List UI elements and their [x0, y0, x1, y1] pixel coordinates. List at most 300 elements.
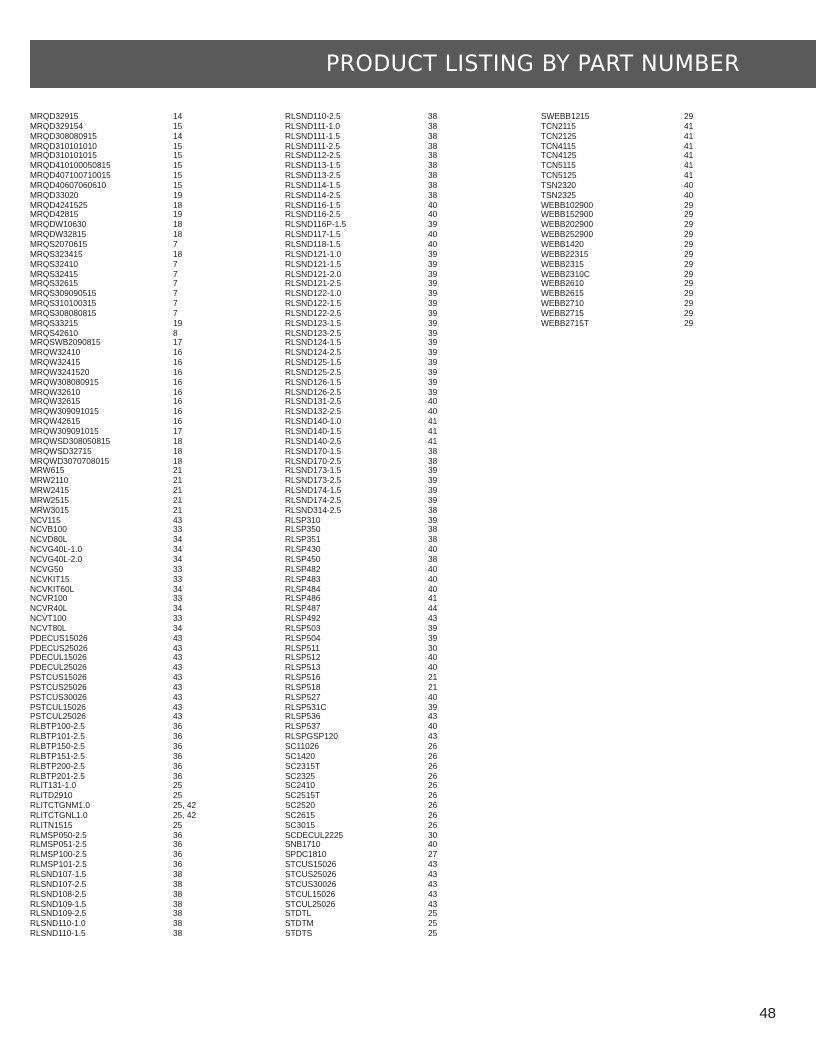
- page-reference: 33: [173, 573, 183, 584]
- page-reference: 16: [173, 357, 183, 368]
- page-reference: 34: [173, 534, 183, 545]
- page-reference: 38: [173, 878, 183, 889]
- part-number: STDTL: [285, 908, 312, 919]
- page-reference: 39: [428, 327, 438, 338]
- part-number: NCVG50: [30, 563, 64, 574]
- page-reference: 41: [428, 593, 438, 604]
- page-reference: 39: [428, 376, 438, 387]
- page-reference: 26: [428, 819, 438, 830]
- part-number: RLSPGSP120: [285, 731, 339, 742]
- part-number: TSN2320: [541, 179, 577, 190]
- page-reference: 39: [428, 622, 438, 633]
- page-reference: 29: [684, 229, 694, 240]
- part-number: RLSP512: [285, 652, 321, 663]
- part-number: MRQW309091015: [30, 426, 99, 436]
- page-reference: 21: [173, 485, 183, 496]
- list-item: [285, 772, 515, 782]
- part-number: RLSP430: [285, 544, 321, 555]
- page-reference: 38: [173, 888, 183, 899]
- part-number: RLSP537: [285, 721, 321, 732]
- part-number: RLSP527: [285, 691, 321, 702]
- page-reference: 25: [428, 928, 438, 939]
- page-reference: 36: [173, 770, 183, 781]
- page-reference: 26: [428, 780, 438, 791]
- page-reference: 38: [173, 898, 183, 909]
- part-number: PSTCUS30026: [30, 691, 87, 702]
- page-reference: 39: [428, 386, 438, 397]
- page-reference: 16: [173, 396, 183, 407]
- page-reference: 36: [173, 721, 183, 732]
- page-reference: 41: [684, 130, 694, 141]
- page-reference: 34: [173, 603, 183, 614]
- part-number: SC2410: [285, 780, 315, 791]
- part-number: NCVR100: [30, 593, 68, 604]
- page-reference: 43: [428, 731, 438, 742]
- part-number: RLSND173-2.5: [285, 475, 342, 486]
- part-number: RLSND109-1.5: [30, 898, 87, 909]
- part-number: RLSP351: [285, 534, 321, 545]
- part-number: RLSP450: [285, 553, 321, 564]
- part-number: SC1420: [285, 750, 315, 761]
- part-number: SC2520: [285, 800, 315, 811]
- page-reference: 19: [173, 189, 183, 200]
- part-number: MRQD329154: [30, 120, 84, 131]
- part-number: TCN5115: [541, 160, 576, 171]
- part-number: MRQWSD32715: [30, 445, 92, 456]
- part-number: SC2325: [285, 770, 315, 781]
- page-reference: 41: [684, 140, 694, 151]
- page-reference: 39: [428, 465, 438, 476]
- page-reference: 29: [684, 238, 694, 249]
- part-number: MRQS32415: [30, 268, 78, 279]
- page-reference: 16: [173, 406, 183, 417]
- list-item: [30, 929, 260, 939]
- part-number: SCDECUL2225: [285, 829, 344, 840]
- page-reference: 38: [428, 130, 438, 141]
- part-number: SC3015: [285, 819, 315, 830]
- page-reference: 43: [428, 878, 438, 889]
- part-number: MRQWSD308050815: [30, 435, 111, 446]
- part-number: RLITN1515: [30, 819, 73, 830]
- part-number: WEBB1420: [541, 238, 584, 249]
- list-item: [285, 762, 515, 772]
- part-number: RLSND121-2.0: [285, 268, 342, 279]
- part-number: RLSND114-2.5: [285, 189, 341, 200]
- page-reference: 15: [173, 140, 183, 151]
- part-number: MRQD32915: [30, 111, 79, 121]
- page-reference: 39: [428, 366, 438, 377]
- page-reference: 36: [173, 849, 183, 860]
- page-reference: 40: [428, 396, 438, 407]
- list-item: [30, 457, 260, 467]
- part-number: RLSND121-2.5: [285, 278, 342, 289]
- page-reference: 40: [428, 238, 438, 249]
- part-number: WEBB102900: [541, 199, 594, 210]
- part-number: MRQS309090515: [30, 288, 97, 299]
- page-reference: 30: [428, 829, 438, 840]
- page-reference: 38: [428, 160, 438, 171]
- page-reference: 43: [173, 672, 183, 683]
- page-reference: 21: [173, 504, 183, 515]
- page-reference: 38: [428, 445, 438, 456]
- part-number: TSN2325: [541, 189, 577, 200]
- part-number: WEBB2615: [541, 288, 584, 299]
- part-number: RLSND116P-1.5: [285, 219, 347, 230]
- page-reference: 40: [428, 652, 438, 663]
- part-number: TCN4115: [541, 140, 576, 151]
- part-number: PDECUL25026: [30, 662, 87, 673]
- part-number: RLBTP201-2.5: [30, 770, 85, 781]
- page-reference: 43: [173, 642, 183, 653]
- list-item: [285, 919, 515, 929]
- page-reference: 26: [428, 809, 438, 820]
- part-number: RLSP504: [285, 632, 321, 643]
- part-number: MRQD310101015: [30, 150, 97, 161]
- part-number: RLSND173-1.5: [285, 465, 342, 476]
- page-reference: 19: [173, 317, 183, 328]
- part-number: RLBTP151-2.5: [30, 750, 85, 761]
- page-reference: 30: [428, 642, 438, 653]
- page-reference: 26: [428, 750, 438, 761]
- part-number: RLSND140-1.5: [285, 426, 342, 436]
- part-number: MRQSWB2090815: [30, 337, 101, 348]
- part-number: RLSND122-2.5: [285, 307, 342, 318]
- page-reference: 39: [428, 258, 438, 269]
- page-reference: 18: [173, 199, 183, 210]
- part-number: MRQS323415: [30, 248, 83, 259]
- part-number: MRQD40607060610: [30, 179, 107, 190]
- part-number: RLSP492: [285, 613, 321, 624]
- part-number: TCN2115: [541, 120, 576, 131]
- part-number: STCUS25026: [285, 868, 337, 879]
- part-number: RLSND174-2.5: [285, 494, 342, 505]
- page-reference: 16: [173, 347, 183, 358]
- page-reference: 29: [684, 278, 694, 289]
- page-reference: 33: [173, 613, 183, 624]
- list-item: [285, 742, 515, 752]
- page-reference: 41: [428, 426, 438, 436]
- page-reference: 26: [428, 790, 438, 801]
- page-reference: 33: [173, 524, 183, 535]
- page-reference: 29: [684, 298, 694, 309]
- list-item: [30, 555, 260, 565]
- list-item: [541, 319, 771, 329]
- part-number: RLSND123-1.5: [285, 317, 342, 328]
- part-number: MRQD42815: [30, 209, 79, 220]
- page-reference: 40: [428, 662, 438, 673]
- part-number: RLSP531C: [285, 701, 327, 712]
- page-reference: 29: [684, 258, 694, 269]
- part-number: RLSND121-1.0: [285, 248, 342, 259]
- page-reference: 26: [428, 770, 438, 781]
- part-number: MRQS32410: [30, 258, 78, 269]
- page-reference: 34: [173, 544, 183, 555]
- part-number: RLIT131-1.0: [30, 780, 77, 791]
- part-number: RLSND116-2.5: [285, 209, 341, 220]
- part-number: MRQDW32815: [30, 229, 87, 240]
- part-number: RLSND118-1.5: [285, 238, 341, 249]
- page-reference: 38: [428, 120, 438, 131]
- part-number: NCVKIT60L: [30, 583, 75, 594]
- part-number: MRQW32410: [30, 347, 81, 358]
- part-number: MRW2110: [30, 475, 69, 486]
- page-reference: 15: [173, 179, 183, 190]
- page-reference: 38: [428, 179, 438, 190]
- page-reference: 38: [428, 140, 438, 151]
- part-number: MRQS33215: [30, 317, 78, 328]
- page-reference: 15: [173, 170, 183, 181]
- page-reference: 39: [428, 632, 438, 643]
- part-number: MRQW32415: [30, 357, 81, 368]
- page-reference: 40: [428, 839, 438, 850]
- list-item: [285, 801, 515, 811]
- page-reference: 36: [173, 731, 183, 742]
- part-number: MRQS42610: [30, 327, 78, 338]
- list-item: [285, 909, 515, 919]
- list-item: [30, 506, 260, 516]
- part-number: RLSND111-1.0: [285, 120, 341, 131]
- part-number: WEBB22315: [541, 248, 589, 259]
- page-reference: 14: [173, 111, 183, 121]
- part-number: WEBB2315: [541, 258, 584, 269]
- part-number: RLSND140-1.0: [285, 416, 342, 427]
- part-number: RLSP536: [285, 711, 321, 722]
- part-number: WEBB2715T: [541, 317, 589, 328]
- page-reference: 43: [173, 691, 183, 702]
- part-number: RLSND170-1.5: [285, 445, 342, 456]
- page-reference: 39: [428, 475, 438, 486]
- part-number: NCVT80L: [30, 622, 67, 633]
- part-number: MRQD308080915: [30, 130, 97, 141]
- page-reference: 25, 42: [173, 809, 197, 820]
- part-number: NCVKIT15: [30, 573, 70, 584]
- part-number: RLSND107-2.5: [30, 878, 87, 889]
- part-number: MRQD310101010: [30, 140, 97, 151]
- part-number: MRQD407100710015: [30, 170, 111, 181]
- part-number: RLSND170-2.5: [285, 455, 342, 466]
- part-number: WEBB202900: [541, 219, 594, 230]
- part-number: RLMSP100-2.5: [30, 849, 87, 860]
- part-number: NCVD80L: [30, 534, 68, 545]
- page-reference: 40: [428, 199, 438, 210]
- page-reference: 39: [428, 514, 438, 525]
- page-reference: 21: [428, 681, 438, 692]
- page-reference: 15: [173, 120, 183, 131]
- part-number: STDTS: [285, 928, 313, 939]
- part-number: NCVT100: [30, 613, 67, 624]
- page-reference: 43: [428, 613, 438, 624]
- part-number: WEBB2715: [541, 307, 584, 318]
- page-reference: 18: [173, 219, 183, 230]
- part-number: MRQW32615: [30, 396, 81, 407]
- page-reference: 25: [173, 790, 183, 801]
- page-reference: 40: [428, 721, 438, 732]
- part-number: RLSP482: [285, 563, 321, 574]
- part-number: RLITCTGNL1.0: [30, 809, 88, 820]
- part-number: WEBB2610: [541, 278, 584, 289]
- part-number: TCN2125: [541, 130, 577, 141]
- page-reference: 18: [173, 455, 183, 466]
- page-reference: 25: [428, 918, 438, 929]
- page-reference: 40: [428, 563, 438, 574]
- page-reference: 29: [684, 307, 694, 318]
- part-number: RLMSP051-2.5: [30, 839, 87, 850]
- page-reference: 19: [173, 209, 183, 220]
- page-title: PRODUCT LISTING BY PART NUMBER: [325, 52, 740, 77]
- page-reference: 34: [173, 622, 183, 633]
- page-reference: 38: [428, 150, 438, 161]
- page-reference: 43: [173, 681, 183, 692]
- part-number: MRW2515: [30, 494, 70, 505]
- part-number: RLSND108-2.5: [30, 888, 87, 899]
- part-number: PSTCUS15026: [30, 672, 87, 683]
- part-number: MRQW308080915: [30, 376, 99, 387]
- list-item: [285, 791, 515, 801]
- part-number: RLSP350: [285, 524, 321, 535]
- page-reference: 38: [428, 170, 438, 181]
- page-reference: 41: [428, 435, 438, 446]
- page-reference: 7: [173, 268, 178, 279]
- page-reference: 25, 42: [173, 800, 197, 811]
- part-number: RLSP518: [285, 681, 321, 692]
- page-reference: 26: [428, 741, 438, 751]
- part-number: RLSP513: [285, 662, 321, 673]
- page-reference: 36: [173, 859, 183, 870]
- part-number: RLSP487: [285, 603, 321, 614]
- page-reference: 21: [173, 465, 183, 476]
- page-reference: 38: [173, 928, 183, 939]
- page-reference: 8: [173, 327, 178, 338]
- part-number: NCVG40L-2.0: [30, 553, 83, 564]
- page-reference: 16: [173, 416, 183, 427]
- list-item: [285, 732, 515, 742]
- part-number: RLSND140-2.5: [285, 435, 342, 446]
- part-number: SPDC1810: [285, 849, 327, 860]
- page-reference: 43: [428, 868, 438, 879]
- page-reference: 14: [173, 130, 183, 141]
- part-number: RLSND131-2.5: [285, 396, 342, 407]
- page-reference: 39: [428, 494, 438, 505]
- part-number: WEBB252900: [541, 229, 594, 240]
- page-reference: 39: [428, 317, 438, 328]
- page-reference: 36: [173, 829, 183, 840]
- part-number: RLSND132-2.5: [285, 406, 342, 417]
- part-number: RLSND110-1.5: [30, 928, 86, 939]
- part-number: MRQS32615: [30, 278, 78, 289]
- part-number: PSTCUS25026: [30, 681, 87, 692]
- page-reference: 16: [173, 386, 183, 397]
- part-number: RLSND124-2.5: [285, 347, 342, 358]
- part-number: MRW3015: [30, 504, 70, 515]
- page-reference: 43: [173, 514, 183, 525]
- page-reference: 29: [684, 288, 694, 299]
- part-number: MRW615: [30, 465, 65, 476]
- page-reference: 7: [173, 298, 178, 309]
- page-reference: 29: [684, 209, 694, 220]
- part-number: SC11026: [285, 741, 319, 751]
- part-number: TCN4125: [541, 150, 577, 161]
- page-reference: 7: [173, 258, 178, 269]
- part-number: WEBB152900: [541, 209, 594, 220]
- page-reference: 40: [428, 229, 438, 240]
- page-reference: 38: [428, 455, 438, 466]
- page-reference: 38: [173, 918, 183, 929]
- part-number: SNB1710: [285, 839, 321, 850]
- list-item: [285, 811, 515, 821]
- part-number: RLSND126-1.5: [285, 376, 342, 387]
- page-reference: 41: [684, 120, 694, 131]
- page-reference: 39: [428, 298, 438, 309]
- part-number: RLSP503: [285, 622, 321, 633]
- part-number: RLSP483: [285, 573, 321, 584]
- part-number: SWEBB1215: [541, 111, 590, 121]
- page-reference: 40: [428, 691, 438, 702]
- part-number: MRW2415: [30, 485, 70, 496]
- page-reference: 39: [428, 337, 438, 348]
- page-reference: 41: [684, 150, 694, 161]
- page-reference: 15: [173, 160, 183, 171]
- page-reference: 39: [428, 347, 438, 358]
- page-reference: 21: [428, 672, 438, 683]
- part-number: SC2615: [285, 809, 315, 820]
- page-reference: 38: [173, 908, 183, 919]
- part-number: MRQW309091015: [30, 406, 99, 417]
- page-reference: 27: [428, 849, 438, 860]
- part-number: RLSND110-2.5: [285, 111, 341, 121]
- page-reference: 36: [173, 741, 183, 751]
- page-reference: 18: [173, 229, 183, 240]
- part-number: RLSP516: [285, 672, 321, 683]
- part-number: MRQS308080815: [30, 307, 97, 318]
- part-number: RLSND107-1.5: [30, 868, 87, 879]
- part-number: RLSND114-1.5: [285, 179, 341, 190]
- part-number: RLSND116-1.5: [285, 199, 341, 210]
- part-number: RLITD2910: [30, 790, 73, 801]
- part-number: PDECUS25026: [30, 642, 88, 653]
- page-reference: 40: [428, 573, 438, 584]
- part-number: NCVB100: [30, 524, 67, 535]
- page-reference: 43: [428, 859, 438, 870]
- page-reference: 36: [173, 750, 183, 761]
- page-reference: 18: [173, 248, 183, 259]
- page-reference: 39: [428, 307, 438, 318]
- page-reference: 43: [173, 662, 183, 673]
- page-reference: 38: [428, 534, 438, 545]
- page-reference: 7: [173, 278, 178, 289]
- page-reference: 40: [428, 544, 438, 555]
- part-number: RLSND111-1.5: [285, 130, 341, 141]
- page-reference: 38: [428, 504, 438, 515]
- page-reference: 41: [428, 416, 438, 427]
- part-number: WEBB2710: [541, 298, 584, 309]
- part-number: RLBTP101-2.5: [30, 731, 85, 742]
- page-reference: 41: [684, 160, 694, 171]
- part-number: RLSND111-2.5: [285, 140, 341, 151]
- part-number: RLSP310: [285, 514, 321, 525]
- part-number: RLSP484: [285, 583, 321, 594]
- part-number: WEBB2310C: [541, 268, 590, 279]
- page-reference: 40: [684, 179, 694, 190]
- part-number: RLSND125-2.5: [285, 366, 342, 377]
- page-reference: 43: [173, 711, 183, 722]
- part-number: STCUL25026: [285, 898, 336, 909]
- listing-column-3: [541, 112, 771, 329]
- page-reference: 18: [173, 445, 183, 456]
- page-reference: 29: [684, 317, 694, 328]
- page-reference: 15: [173, 150, 183, 161]
- page-reference: 29: [684, 199, 694, 210]
- listing-column-2: [285, 112, 515, 939]
